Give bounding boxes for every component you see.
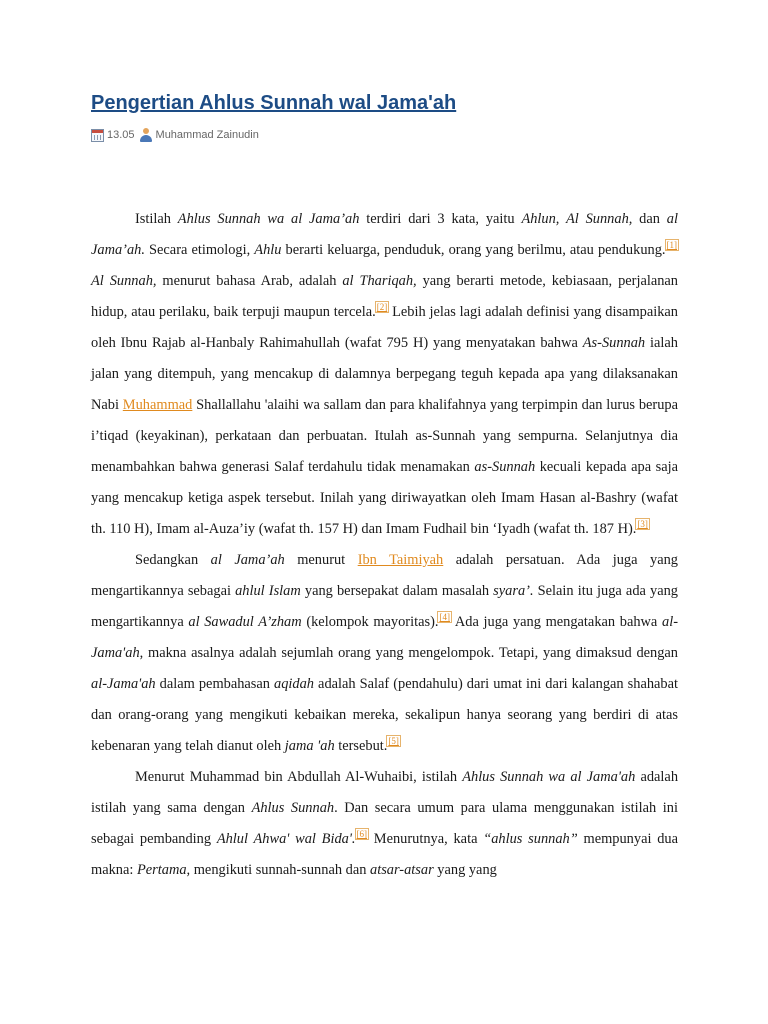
italic-text: Ahlul Ahwa' wal Bida'. [216,831,356,847]
text-run: adalah persatuan. Ada juga yang mengartikannya sebagai [91,552,678,599]
text-run: yang yang [433,862,497,878]
italic-text: al-Jama'ah [91,614,678,661]
text-run: Lebih jelas lagi adalah definisi yang disampaikan oleh Ibnu Rajab al-Hanbaly Rahimahullah (wafat 795 H) yang menyatakan bahwa [91,304,678,351]
article-body [91,204,678,886]
text-run: (kelompok mayoritas). [301,614,439,630]
text-run: ialah jalan yang ditempuh, yang mencakup di dalamnya berpegang teguh kepada apa yang dilaksanakan Nabi [91,335,678,413]
text-run: Menurut Muhammad bin Abdullah Al-Wuhaibi, istilah [135,769,463,785]
italic-text: al Jama’ah [210,552,285,568]
text-run: . Dan secara umum para ulama menggunakan istilah ini sebagai pembanding [91,800,678,847]
italic-text: al Jama’ah. [91,211,678,258]
text-run: dan [632,211,667,227]
text-run: Shallallahu 'alaihi wa sallam dan para khalifahnya yang terpimpin dan lurus berupa i’tiqad (keyakinan), perkataan dan perbuatan. Itulah as-Sunnah yang sempurna. Selanjutnya dia menambahkan bahwa generasi Salaf terdahulu tidak menamakan [91,397,678,475]
text-run: adalah Salaf (pendahulu) dari umat ini dari kalangan shahabat dan orang-orang yang mengikuti kebaikan mereka, sekalipun hanya seorang yang berdiri di atas kebenaran yang telah dianut oleh [91,676,678,754]
text-run: menurut [284,552,358,568]
text-run: berarti keluarga, penduduk, orang yang berilmu, atau pendukung. [281,242,666,258]
text-run: Secara etimologi, [144,242,255,258]
italic-text: Al Sunnah, [91,273,157,289]
italic-text: As-Sunnah [582,335,646,351]
text-run: , makna asalnya adalah sejumlah orang yang mengelompok. Tetapi, yang dimaksud dengan [139,645,678,661]
italic-text: al-Jama'ah [91,676,156,692]
italic-text: aqidah [274,676,315,692]
post-meta [91,128,259,142]
italic-text: ahlul Islam [235,583,301,599]
text-run: Ada juga yang mengatakan bahwa [450,614,662,630]
text-run: terdiri dari 3 kata, yaitu [359,211,522,227]
text-run: Sedangkan [135,552,211,568]
italic-text: atsar-atsar [370,862,434,878]
footnote-ref-link[interactable]: [1] [666,240,677,250]
inline-link[interactable]: Ibn Taimiyah [357,552,444,568]
italic-text: Ahlus Sunnah wa al Jama'ah [462,769,636,785]
text-run: Selain itu juga ada yang mengartikannya [91,583,678,630]
calendar-icon [91,129,104,142]
user-icon [139,128,153,142]
text-run: mempunyai dua makna: [91,831,678,878]
text-run: tersebut. [334,738,388,754]
italic-text: Ahlus Sunnah wa al Jama’ah [177,211,360,227]
post-author[interactable]: Muhammad Zainudin [155,129,259,141]
footnote-ref-link[interactable]: [6] [356,829,368,839]
footnote-ref-link[interactable]: [3] [637,519,648,529]
text-run: Menurutnya, kata [368,831,484,847]
post-title-link[interactable]: Pengertian Ahlus Sunnah wal Jama'ah [91,92,457,114]
text-run: menurut bahasa Arab, adalah [156,273,343,289]
footnote-ref-link[interactable]: [5] [388,736,399,746]
text-run: mengikuti sunnah-sunnah dan [190,862,370,878]
italic-text: Ahlun, Al Sunnah, [521,211,633,227]
article-paragraph [91,204,678,545]
italic-text: syara’. [493,583,534,599]
inline-link[interactable]: Muhammad [122,397,193,413]
italic-text: “ahlus sunnah” [483,831,578,847]
text-run: dalam pembahasan [155,676,275,692]
footnote-ref-link[interactable]: [4] [439,612,450,622]
article-paragraph [91,762,678,886]
text-run: yang berarti metode, kebiasaan, perjalanan hidup, atau perilaku, baik terpuji maupun tercela. [91,273,678,320]
text-run: Istilah [135,211,178,227]
post-time: 13.05 [107,129,135,141]
text-run: kecuali kepada apa saja yang mencakup ketiga aspek tersebut. Inilah yang diriwayatkan oleh Imam Hasan al-Bashry (wafat th. 110 H), Imam al-Auza’iy (wafat th. 157 H) dan Imam Fudhail bin ‘Iyadh (wafat th. 187 H). [91,459,678,537]
italic-text: al Sawadul A’zham [188,614,302,630]
italic-text: jama 'ah [284,738,335,754]
text-run: adalah istilah yang sama dengan [91,769,679,816]
italic-text: Ahlus Sunnah [251,800,335,816]
article-paragraph [91,545,678,762]
text-run: yang bersepakat dalam masalah [300,583,494,599]
footnote-ref-link[interactable]: [2] [376,302,388,312]
italic-text: Pertama, [136,862,191,878]
italic-text: al Thariqah, [342,273,417,289]
italic-text: as-Sunnah [474,459,536,475]
italic-text: Ahlu [254,242,282,258]
